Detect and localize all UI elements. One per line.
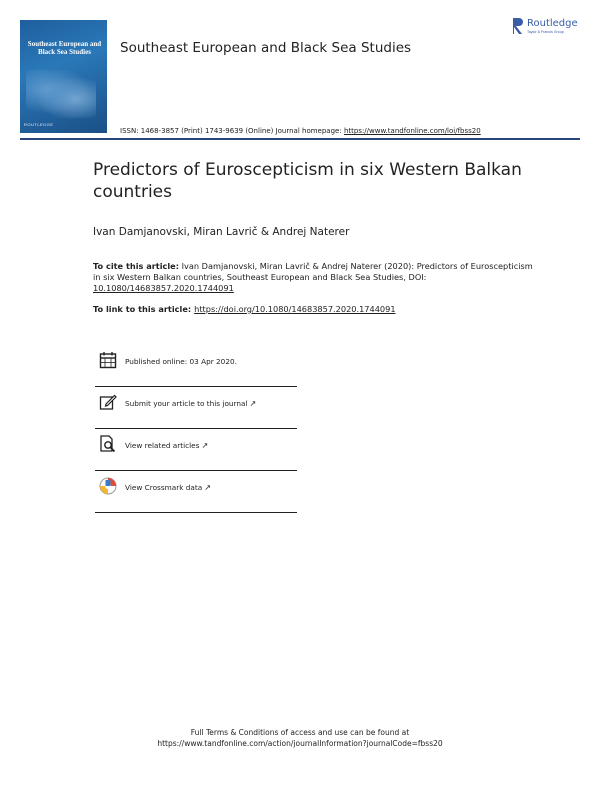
submit-article-row[interactable] xyxy=(95,387,297,429)
external-link-icon: ↗ xyxy=(204,483,211,492)
crossmark-row[interactable] xyxy=(95,471,297,513)
calendar-icon xyxy=(99,351,117,369)
cover-map-illustration xyxy=(26,70,96,118)
external-link-icon: ↗ xyxy=(249,399,257,408)
issn-line xyxy=(120,127,481,135)
external-link-icon: ↗ xyxy=(201,441,209,450)
edit-icon xyxy=(99,393,117,411)
terms-footer xyxy=(0,727,600,749)
publisher-tagline: Taylor & Francis Group xyxy=(527,30,564,34)
crossmark-icon xyxy=(99,477,117,495)
citation-block xyxy=(93,261,533,294)
journal-title: Southeast European and Black Sea Studies xyxy=(120,40,412,56)
article-doi-url-link[interactable]: https://doi.org/10.1080/14683857.2020.1744091 xyxy=(194,304,396,314)
cover-title: Southeast European and Black Sea Studies xyxy=(27,40,102,56)
cover-publisher: ROUTLEDGE xyxy=(24,122,54,127)
related-articles-icon xyxy=(99,435,117,453)
terms-text: Full Terms & Conditions of access and use can be found at xyxy=(190,728,410,737)
cite-text: Ivan Damjanovski, Miran Lavrič & Andrej Naterer (2020): Predictors of Euroscepticism in six Western Balkan countries, Southeast European and Black Sea Studies, DOI: xyxy=(93,261,533,282)
submit-article-link[interactable]: Submit your article to this journal xyxy=(125,399,248,408)
article-link-line xyxy=(93,304,396,314)
journal-cover-image xyxy=(20,20,107,133)
published-online-text: Published online: 03 Apr 2020. xyxy=(125,357,237,366)
header-divider xyxy=(20,138,580,140)
related-articles-row[interactable] xyxy=(95,429,297,471)
routledge-logo xyxy=(512,17,592,39)
related-articles-link[interactable]: View related articles xyxy=(125,441,200,450)
crossmark-link[interactable]: View Crossmark data xyxy=(125,483,203,492)
issn-text: ISSN: 1468-3857 (Print) 1743-9639 (Online) Journal homepage: xyxy=(120,127,344,135)
link-label: To link to this article: xyxy=(93,304,192,314)
cite-label: To cite this article: xyxy=(93,261,179,271)
article-authors: Ivan Damjanovski, Miran Lavrič & Andrej Naterer xyxy=(93,226,350,238)
journal-homepage-link[interactable]: https://www.tandfonline.com/loi/fbss20 xyxy=(343,127,481,135)
doi-link[interactable]: 10.1080/14683857.2020.1744091 xyxy=(93,283,234,293)
publisher-name: Routledge xyxy=(527,18,578,29)
article-title: Predictors of Euroscepticism in six Western Balkan countries xyxy=(93,160,522,202)
terms-url-link[interactable]: https://www.tandfonline.com/action/journalInformation?journalCode=fbss20 xyxy=(157,739,443,748)
published-online-row xyxy=(95,345,297,387)
routledge-r-icon xyxy=(512,17,524,35)
article-info-list xyxy=(95,345,297,513)
